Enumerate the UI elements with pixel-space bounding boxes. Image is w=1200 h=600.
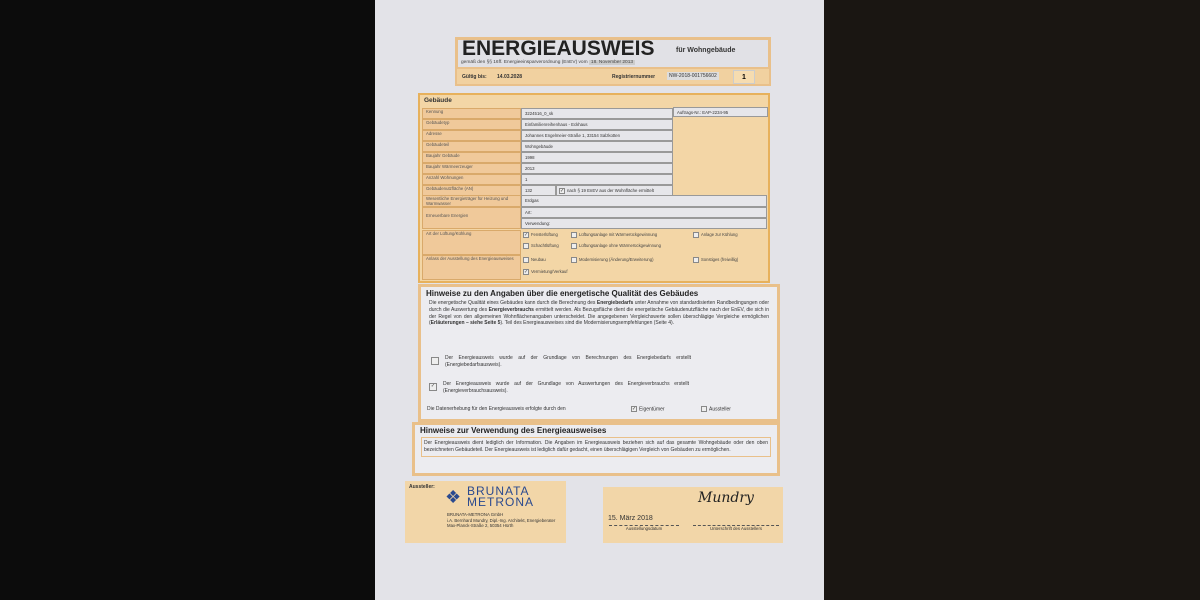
building-row xyxy=(422,163,673,174)
signature-label: Unterschrift des Ausstellers xyxy=(693,525,779,531)
building-section xyxy=(418,93,770,283)
option-label: Vermietung/Verkauf xyxy=(531,269,568,275)
issuer-label: Aussteller: xyxy=(409,484,435,490)
building-heading: Gebäude xyxy=(424,97,452,104)
option-label: Modernisierung (Änderung/Erweiterung) xyxy=(579,257,654,263)
logo-line: BRUNATA xyxy=(467,484,530,498)
option-label: Eigentümer xyxy=(639,406,665,413)
row-value: Wohngebäude xyxy=(521,141,673,152)
issue-date-label: Ausstellungsdatum xyxy=(609,525,679,531)
option-neubau[interactable] xyxy=(523,257,546,263)
text: Die energetische Qualität eines Gebäudes kann durch die Berechnung des xyxy=(429,300,597,306)
option-modernisierung[interactable] xyxy=(571,257,653,263)
quality-notes-text xyxy=(429,300,769,327)
reg-label: Registriernummer xyxy=(612,74,656,80)
option-label: Lüftungsanlage ohne Wärmerückgewinnung xyxy=(579,243,661,249)
row-value: 2013 xyxy=(521,163,673,174)
checkbox-icon[interactable] xyxy=(431,357,439,365)
validity-row xyxy=(455,67,771,86)
energy-label: Wesentliche Energieträger für Heizung und Warmwasser xyxy=(422,195,521,207)
renewable-label: Erneuerbare Energien xyxy=(422,207,521,229)
option-sonstiges[interactable] xyxy=(693,257,738,263)
person: i.A. Bernhard Mundry, Dipl.-Ing. Architekt, Energieberater xyxy=(447,517,556,523)
text-bold: Erläuterungen – siehe Seite 5 xyxy=(430,320,501,327)
checkbox-icon[interactable] xyxy=(701,406,707,412)
renewable-row xyxy=(422,207,767,229)
building-row xyxy=(422,130,673,141)
checkbox-icon[interactable] xyxy=(693,257,699,263)
text: unter Annahme von standardisierten Randbedingungen oder durch die Auswertung des xyxy=(429,300,769,313)
usage-notes-section xyxy=(412,422,780,476)
background-table xyxy=(822,0,1200,600)
text-bold: Energiebedarfs xyxy=(596,300,634,306)
option-kuehlung[interactable] xyxy=(693,232,738,238)
reason-label: Anlass der Ausstellung des Energieausweises xyxy=(422,255,521,280)
logo-icon: ❖ xyxy=(445,487,462,507)
option-label: Der Energieausweis wurde auf der Grundlage von Auswertungen des Energieverbrauchs erstellt (Energieverbrauchsausweis). xyxy=(443,381,689,394)
renewable-type: Art: xyxy=(521,207,767,218)
option-schachtlueftung[interactable] xyxy=(523,243,559,249)
building-row xyxy=(422,141,673,152)
text-bold: Energieverbrauchs xyxy=(488,306,534,313)
issuer-box xyxy=(405,481,566,543)
valid-date: 14.03.2028 xyxy=(497,74,523,80)
option-lueftung-mit-wrg[interactable] xyxy=(571,232,657,238)
option-label: Anlage zur Kühlung xyxy=(701,232,738,238)
option-verbrauchsausweis[interactable] xyxy=(429,381,689,395)
checkbox-icon[interactable] xyxy=(571,232,577,238)
text: ermittelt werden. Als Bezugsfläche dient die energetische Gebäudenutzfläche nach der EnEV, die sich in der Regel von den allgemeinen Wohnflächenangaben unterscheidet. Die angegebenen Vergleichswerte sollen überschlägige Vergleiche ermöglichen ( xyxy=(429,306,769,327)
signature: Mundry xyxy=(698,490,754,506)
option-aussteller[interactable] xyxy=(701,406,731,413)
building-row xyxy=(422,108,673,119)
option-bedarfsausweis[interactable] xyxy=(431,355,691,369)
row-value: Johannes Engelmeier-Straße 1, 33154 Salzkotten xyxy=(521,130,673,141)
logo-line: METRONA xyxy=(467,495,534,509)
option-label: Sonstiges (freiwillig) xyxy=(701,257,739,263)
option-label: Schachtlüftung xyxy=(531,243,559,249)
signature-box xyxy=(603,487,783,543)
usage-notes-text: Der Energieausweis dient lediglich der Information. Die Angaben im Energieausweis beziehen sich auf das gesamte Wohngebäude oder den oben bezeichneten Gebäudeteil. Der Energieausweis ist lediglich dafür gedacht, einen überschlägigen Vergleich von Gebäuden zu ermöglichen. xyxy=(421,437,771,457)
row-label: Gebäudenutzfläche (AN) xyxy=(422,185,521,196)
law-date: 18. November 2013 xyxy=(590,60,634,65)
building-row xyxy=(422,152,673,163)
brunata-logo xyxy=(467,486,534,508)
energy-value: Erdgas xyxy=(521,195,767,207)
row-label: Gebäudeteil xyxy=(422,141,521,152)
building-row xyxy=(422,119,673,130)
checkbox-checked-icon[interactable]: ✓ xyxy=(524,232,529,238)
page-number: 1 xyxy=(733,70,755,84)
option-lueftung-ohne-wrg[interactable] xyxy=(571,243,661,249)
usage-notes-heading: Hinweise zur Verwendung des Energieausweises xyxy=(420,426,607,435)
document-title: ENERGIEAUSWEIS xyxy=(462,37,655,60)
checkbox-checked-icon[interactable]: ✓ xyxy=(430,383,436,389)
row-label: Kennung xyxy=(422,108,521,119)
reg-number: NW-2018-001756602 xyxy=(669,73,717,79)
row-label: Baujahr Wärmeerzeuger xyxy=(422,163,521,174)
document-subtitle: für Wohngebäude xyxy=(676,47,736,54)
address: Max-Planck-Straße 2, 50354 Hürth xyxy=(447,523,514,529)
row-value: 132 xyxy=(521,185,556,196)
order-number: Auftrags-Nr.: EAP-2234-95 xyxy=(673,107,768,117)
energy-row xyxy=(422,195,767,207)
checkbox-icon[interactable] xyxy=(571,243,577,249)
option-label: Aussteller xyxy=(709,406,731,413)
option-label: Lüftungsanlage mit Wärmerückgewinnung xyxy=(579,232,658,238)
row-value: Einfamilienreihenhaus - Eckhaus xyxy=(521,119,673,130)
text: ). Teil des Energieausweises sind die Modernisierungsempfehlungen (Seite 4). xyxy=(500,320,675,327)
issue-date: 15. März 2018 xyxy=(608,515,653,522)
option-vermietung[interactable] xyxy=(523,269,568,275)
checkbox-checked-icon[interactable]: ✓ xyxy=(560,188,565,194)
renewable-use: Verwendung: xyxy=(521,218,767,229)
checkbox-icon[interactable] xyxy=(571,257,577,263)
reason-row xyxy=(422,255,767,280)
row-value: 1 xyxy=(521,174,673,185)
option-label: Der Energieausweis wurde auf der Grundlage von Berechnungen des Energiebedarfs erstellt (Energiebedarfsausweis). xyxy=(445,355,691,368)
row-label: Gebäudetyp xyxy=(422,119,521,130)
row-value: 1998 xyxy=(521,152,673,163)
quality-notes-section xyxy=(418,284,780,422)
row-label: Anzahl Wohnungen xyxy=(422,174,521,185)
option-eigentuemer[interactable] xyxy=(631,406,665,413)
ventilation-label: Art der Lüftung/Kühlung xyxy=(422,230,521,255)
law-reference xyxy=(461,60,635,65)
ventilation-row xyxy=(422,230,767,255)
data-collection-label: Die Datenerhebung für den Energieausweis erfolgte durch den xyxy=(427,406,566,412)
issuer-details xyxy=(447,512,555,529)
quality-notes-heading: Hinweise zu den Angaben über die energetische Qualität des Gebäudes xyxy=(426,289,699,298)
checkbox-checked-icon[interactable]: ✓ xyxy=(632,406,637,412)
law-text: gemäß den §§ 16ff. Energieeinsparverordnung (EnEV) vom xyxy=(461,60,588,65)
row-label: Adresse xyxy=(422,130,521,141)
option-label: Neubau xyxy=(531,257,546,263)
checkbox-checked-icon[interactable]: ✓ xyxy=(524,269,529,275)
valid-label: Gültig bis: xyxy=(462,74,487,80)
building-row xyxy=(422,174,673,185)
option-fensterlueftung[interactable] xyxy=(523,232,558,238)
checkbox-icon[interactable] xyxy=(523,257,529,263)
row-value: 3224516_0_sk xyxy=(521,108,673,119)
option-label: Fensterlüftung xyxy=(531,232,558,238)
row-label: Baujahr Gebäude xyxy=(422,152,521,163)
checkbox-icon[interactable] xyxy=(523,243,529,249)
area-note-text: nach § 19 EnEV aus der Wohnfläche ermittelt xyxy=(567,188,654,194)
checkbox-icon[interactable] xyxy=(693,232,699,238)
company: BRUNATA-METRONA GmbH xyxy=(447,512,504,517)
